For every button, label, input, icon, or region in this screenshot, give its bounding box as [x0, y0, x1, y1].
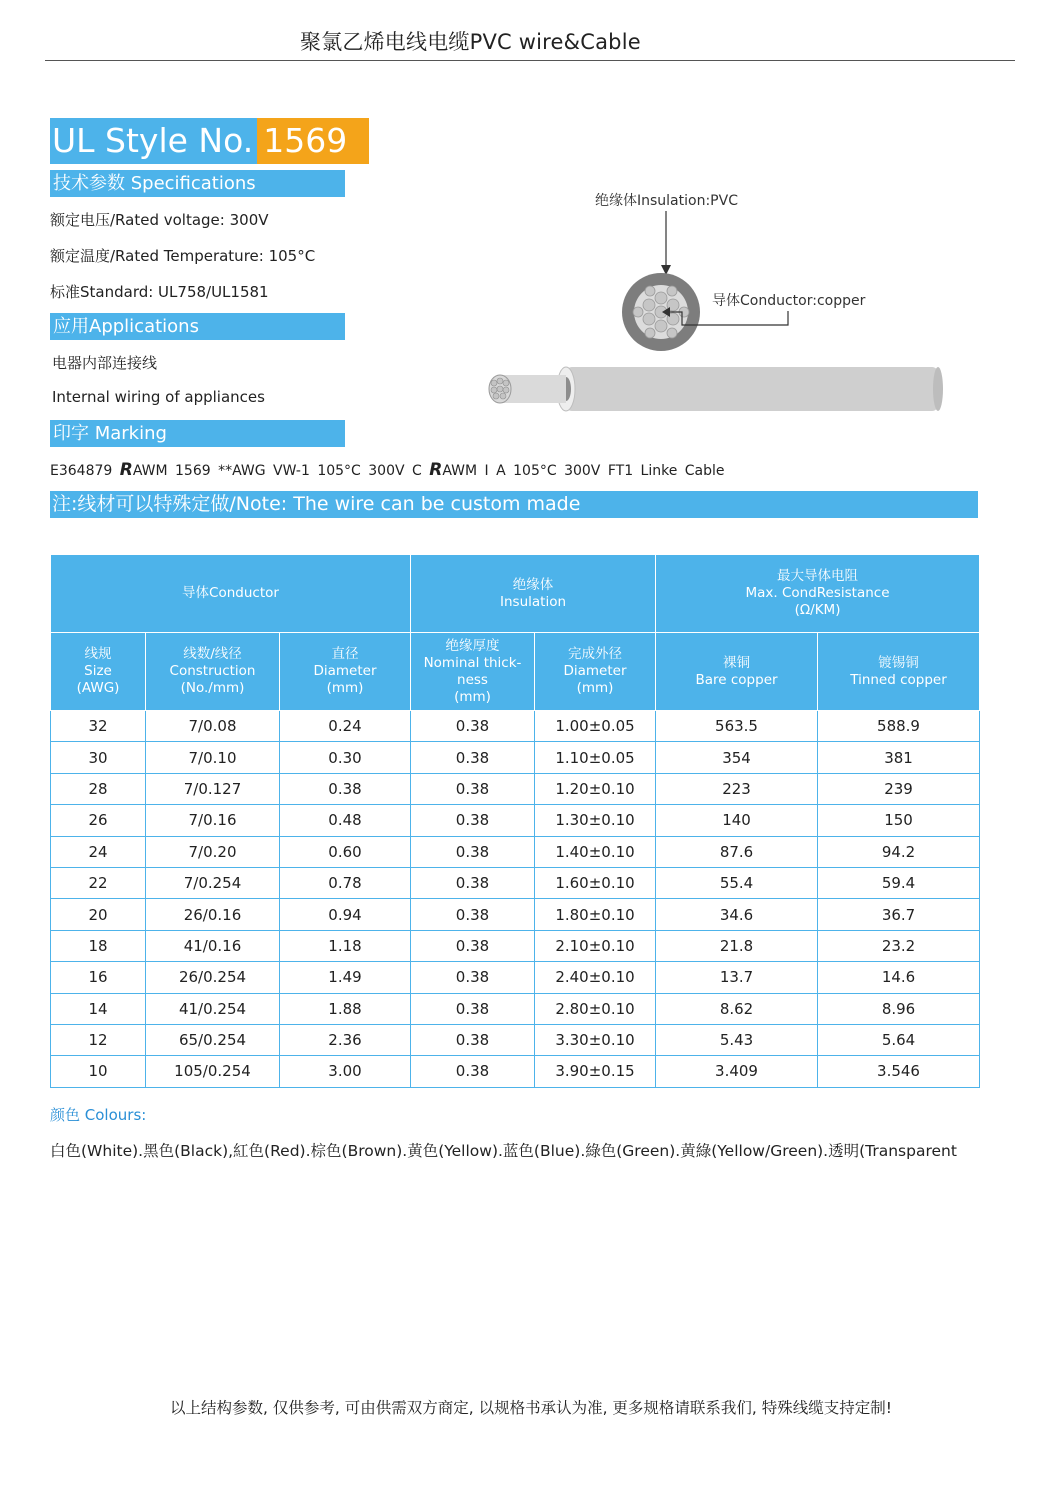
cell-overall-diameter: 1.60±0.10: [535, 867, 656, 898]
table-row: [51, 711, 980, 742]
cell-bare-copper-resistance: 8.62: [656, 993, 818, 1024]
cell-insulation-thickness: 0.38: [411, 993, 535, 1024]
table-row: [51, 742, 980, 773]
cell-diameter: 0.38: [280, 773, 411, 804]
cell-size: 12: [51, 1024, 146, 1055]
cell-bare-copper-resistance: 563.5: [656, 711, 818, 742]
cell-tinned-copper-resistance: 5.64: [818, 1024, 980, 1055]
cell-tinned-copper-resistance: 59.4: [818, 867, 980, 898]
rated-voltage: 额定电压/Rated voltage: 300V: [50, 211, 269, 229]
cell-size: 22: [51, 867, 146, 898]
table-row: [51, 773, 980, 804]
cell-tinned-copper-resistance: 381: [818, 742, 980, 773]
insulation-label: 绝缘体Insulation:PVC: [595, 193, 738, 209]
cell-tinned-copper-resistance: 3.546: [818, 1056, 980, 1087]
applications-cn: 电器内部连接线: [52, 354, 158, 372]
cell-size: 10: [51, 1056, 146, 1087]
cell-insulation-thickness: 0.38: [411, 1024, 535, 1055]
cell-diameter: 0.60: [280, 836, 411, 867]
cell-construction: 65/0.254: [146, 1024, 280, 1055]
cell-size: 26: [51, 805, 146, 836]
cell-bare-copper-resistance: 223: [656, 773, 818, 804]
cell-construction: 7/0.08: [146, 711, 280, 742]
table-row: [51, 962, 980, 993]
cell-insulation-thickness: 0.38: [411, 1056, 535, 1087]
cell-overall-diameter: 1.20±0.10: [535, 773, 656, 804]
cell-insulation-thickness: 0.38: [411, 962, 535, 993]
cell-diameter: 2.36: [280, 1024, 411, 1055]
cell-construction: 7/0.127: [146, 773, 280, 804]
ul-logo-icon: R: [119, 460, 131, 480]
ul-style-banner: [50, 118, 369, 164]
ul-style-number: 1569: [257, 118, 369, 164]
table-row: [51, 899, 980, 930]
cell-bare-copper-resistance: 5.43: [656, 1024, 818, 1055]
cell-size: 24: [51, 836, 146, 867]
cell-construction: 7/0.254: [146, 867, 280, 898]
marking-awm-canada: AWM I A 105°C 300V FT1 Linke Cable: [442, 463, 725, 479]
standard: 标准Standard: UL758/UL1581: [50, 283, 269, 301]
cell-bare-copper-resistance: 55.4: [656, 867, 818, 898]
cell-diameter: 1.49: [280, 962, 411, 993]
marking-file-number: E364879: [50, 463, 113, 479]
cell-bare-copper-resistance: 21.8: [656, 930, 818, 961]
cell-overall-diameter: 1.30±0.10: [535, 805, 656, 836]
column-header-diameter: 直径 Diameter (mm): [280, 633, 411, 711]
marking-text: [50, 460, 725, 480]
cell-construction: 105/0.254: [146, 1056, 280, 1087]
specifications-heading: 技术参数 Specifications: [50, 170, 345, 197]
cable-end: [933, 367, 943, 411]
cell-insulation-thickness: 0.38: [411, 805, 535, 836]
applications-heading: 应用Applications: [50, 313, 345, 340]
cell-insulation-thickness: 0.38: [411, 836, 535, 867]
colours-list: 白色(White).黑色(Black),紅色(Red).棕色(Brown).黄色(Yellow).蓝色(Blue).綠色(Green).黄綠(Yellow/Green).透明(Transparent: [50, 1142, 957, 1160]
table-row: [51, 805, 980, 836]
cell-construction: 7/0.10: [146, 742, 280, 773]
cell-size: 18: [51, 930, 146, 961]
marking-awm: AWM 1569 **AWG VW-1 105°C 300V C: [132, 463, 422, 479]
cell-size: 20: [51, 899, 146, 930]
column-header-insulation-thickness: 绝缘厚度 Nominal thick- ness (mm): [411, 633, 535, 711]
cell-overall-diameter: 3.90±0.15: [535, 1056, 656, 1087]
cell-insulation-thickness: 0.38: [411, 742, 535, 773]
title-divider: [45, 60, 1015, 61]
cell-diameter: 0.78: [280, 867, 411, 898]
cable-jacket: [566, 367, 938, 411]
cell-overall-diameter: 1.10±0.05: [535, 742, 656, 773]
cable-diagram: [470, 185, 950, 420]
cell-tinned-copper-resistance: 14.6: [818, 962, 980, 993]
cell-bare-copper-resistance: 13.7: [656, 962, 818, 993]
cell-overall-diameter: 3.30±0.10: [535, 1024, 656, 1055]
cell-construction: 7/0.16: [146, 805, 280, 836]
cell-tinned-copper-resistance: 588.9: [818, 711, 980, 742]
cell-overall-diameter: 1.80±0.10: [535, 899, 656, 930]
resistance-group-header: 最大导体电阻 Max. CondResistance (Ω/KM): [656, 555, 980, 633]
cell-construction: 7/0.20: [146, 836, 280, 867]
cell-overall-diameter: 2.40±0.10: [535, 962, 656, 993]
custom-note-bar: 注:线材可以特殊定做/Note: The wire can be custom made: [50, 491, 978, 518]
footer-disclaimer: 以上结构参数, 仅供参考, 可由供需双方商定, 以规格书承认为准, 更多规格请联系我们, 特殊线缆支持定制!: [170, 1399, 892, 1417]
cell-size: 14: [51, 993, 146, 1024]
column-header-construction: 线数/线径 Construction (No./mm): [146, 633, 280, 711]
rated-temperature: 额定温度/Rated Temperature: 105°C: [50, 247, 316, 265]
cell-construction: 26/0.16: [146, 899, 280, 930]
table-row: [51, 930, 980, 961]
cell-size: 32: [51, 711, 146, 742]
cell-construction: 41/0.254: [146, 993, 280, 1024]
cell-overall-diameter: 2.80±0.10: [535, 993, 656, 1024]
cell-tinned-copper-resistance: 150: [818, 805, 980, 836]
table-body: [51, 711, 980, 1088]
cell-tinned-copper-resistance: 94.2: [818, 836, 980, 867]
cell-diameter: 0.24: [280, 711, 411, 742]
cell-tinned-copper-resistance: 36.7: [818, 899, 980, 930]
table-row: [51, 1056, 980, 1087]
cell-diameter: 3.00: [280, 1056, 411, 1087]
document-title: 聚氯乙烯电线电缆PVC wire&Cable: [300, 30, 641, 54]
cell-insulation-thickness: 0.38: [411, 930, 535, 961]
cell-insulation-thickness: 0.38: [411, 773, 535, 804]
cell-bare-copper-resistance: 34.6: [656, 899, 818, 930]
cell-bare-copper-resistance: 87.6: [656, 836, 818, 867]
cell-insulation-thickness: 0.38: [411, 711, 535, 742]
table-row: [51, 1024, 980, 1055]
cell-bare-copper-resistance: 3.409: [656, 1056, 818, 1087]
cell-overall-diameter: 1.40±0.10: [535, 836, 656, 867]
table-row: [51, 993, 980, 1024]
cell-diameter: 1.88: [280, 993, 411, 1024]
conductor-group-header: 导体Conductor: [51, 555, 411, 633]
cell-insulation-thickness: 0.38: [411, 899, 535, 930]
specification-table: [50, 554, 980, 1088]
cell-tinned-copper-resistance: 8.96: [818, 993, 980, 1024]
ul-style-prefix: UL Style No.: [50, 118, 257, 164]
cell-diameter: 0.30: [280, 742, 411, 773]
cell-size: 16: [51, 962, 146, 993]
applications-en: Internal wiring of appliances: [52, 388, 265, 406]
cell-overall-diameter: 1.00±0.05: [535, 711, 656, 742]
cell-size: 30: [51, 742, 146, 773]
cell-diameter: 0.48: [280, 805, 411, 836]
cell-tinned-copper-resistance: 239: [818, 773, 980, 804]
cell-bare-copper-resistance: 140: [656, 805, 818, 836]
table-row: [51, 836, 980, 867]
column-header-overall-diameter: 完成外径 Diameter (mm): [535, 633, 656, 711]
insulation-group-header: 绝缘体 Insulation: [411, 555, 656, 633]
cell-diameter: 0.94: [280, 899, 411, 930]
column-header-bare-copper: 裸铜 Bare copper: [656, 633, 818, 711]
conductor-label: 导体Conductor:copper: [712, 293, 866, 309]
colours-label: 颜色 Colours:: [50, 1106, 147, 1124]
cell-construction: 41/0.16: [146, 930, 280, 961]
cell-bare-copper-resistance: 354: [656, 742, 818, 773]
cell-diameter: 1.18: [280, 930, 411, 961]
column-header-tinned-copper: 镀锡铜 Tinned copper: [818, 633, 980, 711]
cell-overall-diameter: 2.10±0.10: [535, 930, 656, 961]
table-row: [51, 867, 980, 898]
marking-heading: 印字 Marking: [50, 420, 345, 447]
cell-size: 28: [51, 773, 146, 804]
cell-construction: 26/0.254: [146, 962, 280, 993]
ul-logo-icon: R: [429, 460, 441, 480]
column-header-size: 线规 Size (AWG): [51, 633, 146, 711]
cell-tinned-copper-resistance: 23.2: [818, 930, 980, 961]
cell-insulation-thickness: 0.38: [411, 867, 535, 898]
